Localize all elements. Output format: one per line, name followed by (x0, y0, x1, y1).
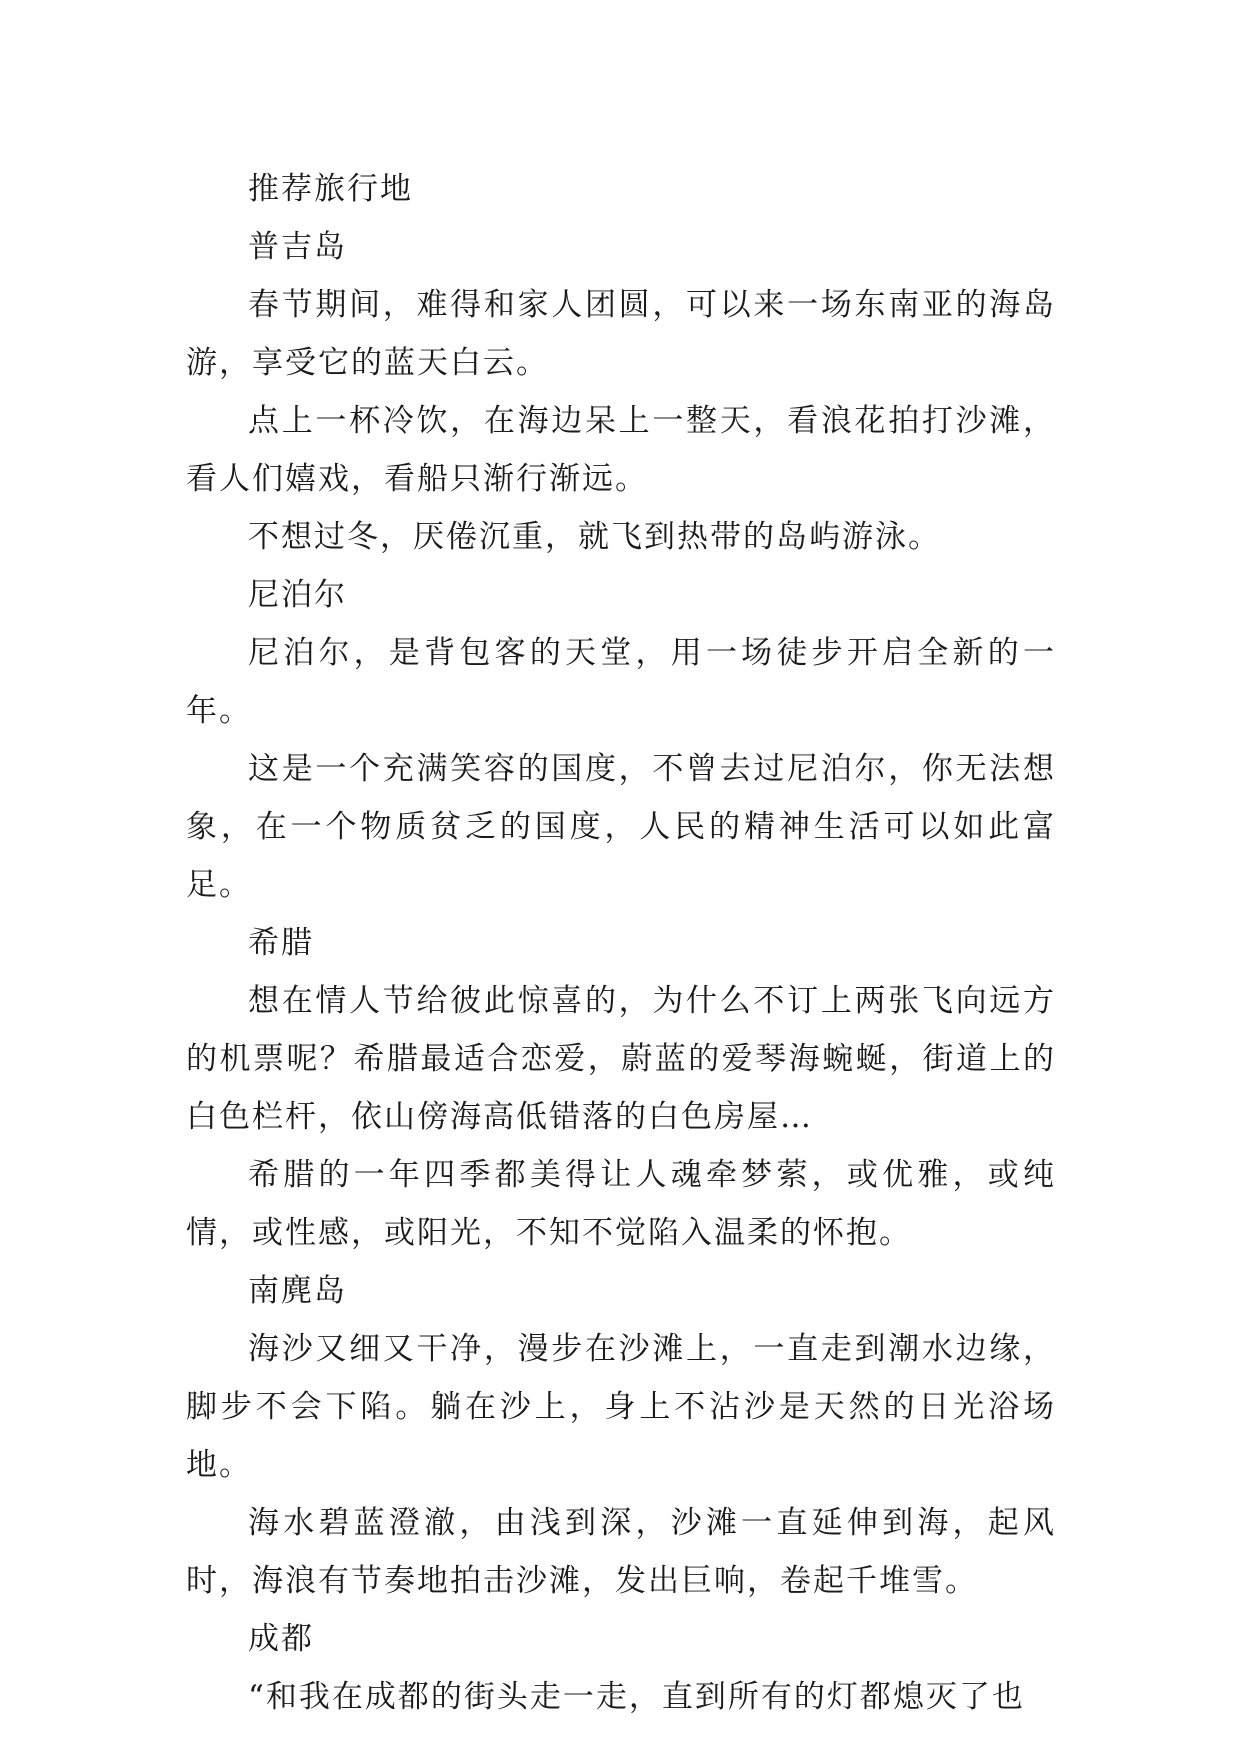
paragraph: 希腊的一年四季都美得让人魂牵梦萦，或优雅，或纯情，或性感，或阳光，不知不觉陷入温柔的怀抱。 (186, 1157, 1056, 1251)
paragraph: 不想过冬，厌倦沉重，就飞到热带的岛屿游泳。 (248, 519, 941, 555)
destination-heading-nanji-island: 南麂岛 (248, 1273, 347, 1309)
paragraph: 点上一杯冷饮，在海边呆上一整天，看浪花拍打沙滩，看人们嬉戏，看船只渐行渐远。 (186, 403, 1056, 497)
document-body (186, 160, 1056, 1726)
paragraph: 海水碧蓝澄澈，由浅到深，沙滩一直延伸到海，起风时，海浪有节奏地拍击沙滩，发出巨响，卷起千堆雪。 (186, 1505, 1056, 1599)
destination-heading-phuket: 普吉岛 (248, 229, 347, 265)
paragraph: 想在情人节给彼此惊喜的，为什么不订上两张飞向远方的机票呢？希腊最适合恋爱，蔚蓝的爱琴海蜿蜒，街道上的白色栏杆，依山傍海高低错落的白色房屋… (186, 983, 1056, 1135)
paragraph: 春节期间，难得和家人团圆，可以来一场东南亚的海岛游，享受它的蓝天白云。 (186, 287, 1056, 381)
destination-heading-greece: 希腊 (248, 925, 314, 961)
destination-heading-chengdu: 成都 (248, 1621, 314, 1657)
paragraph: 这是一个充满笑容的国度，不曾去过尼泊尔，你无法想象，在一个物质贫乏的国度，人民的精神生活可以如此富足。 (186, 751, 1056, 903)
paragraph: 尼泊尔，是背包客的天堂，用一场徒步开启全新的一年。 (186, 635, 1056, 729)
paragraph: “和我在成都的街头走一走，直到所有的灯都熄灭了也 (248, 1679, 1025, 1715)
destination-heading-nepal: 尼泊尔 (248, 577, 347, 613)
paragraph: 海沙又细又干净，漫步在沙滩上，一直走到潮水边缘，脚步不会下陷。躺在沙上，身上不沾沙是天然的日光浴场地。 (186, 1331, 1056, 1483)
section-title: 推荐旅行地 (248, 171, 413, 207)
